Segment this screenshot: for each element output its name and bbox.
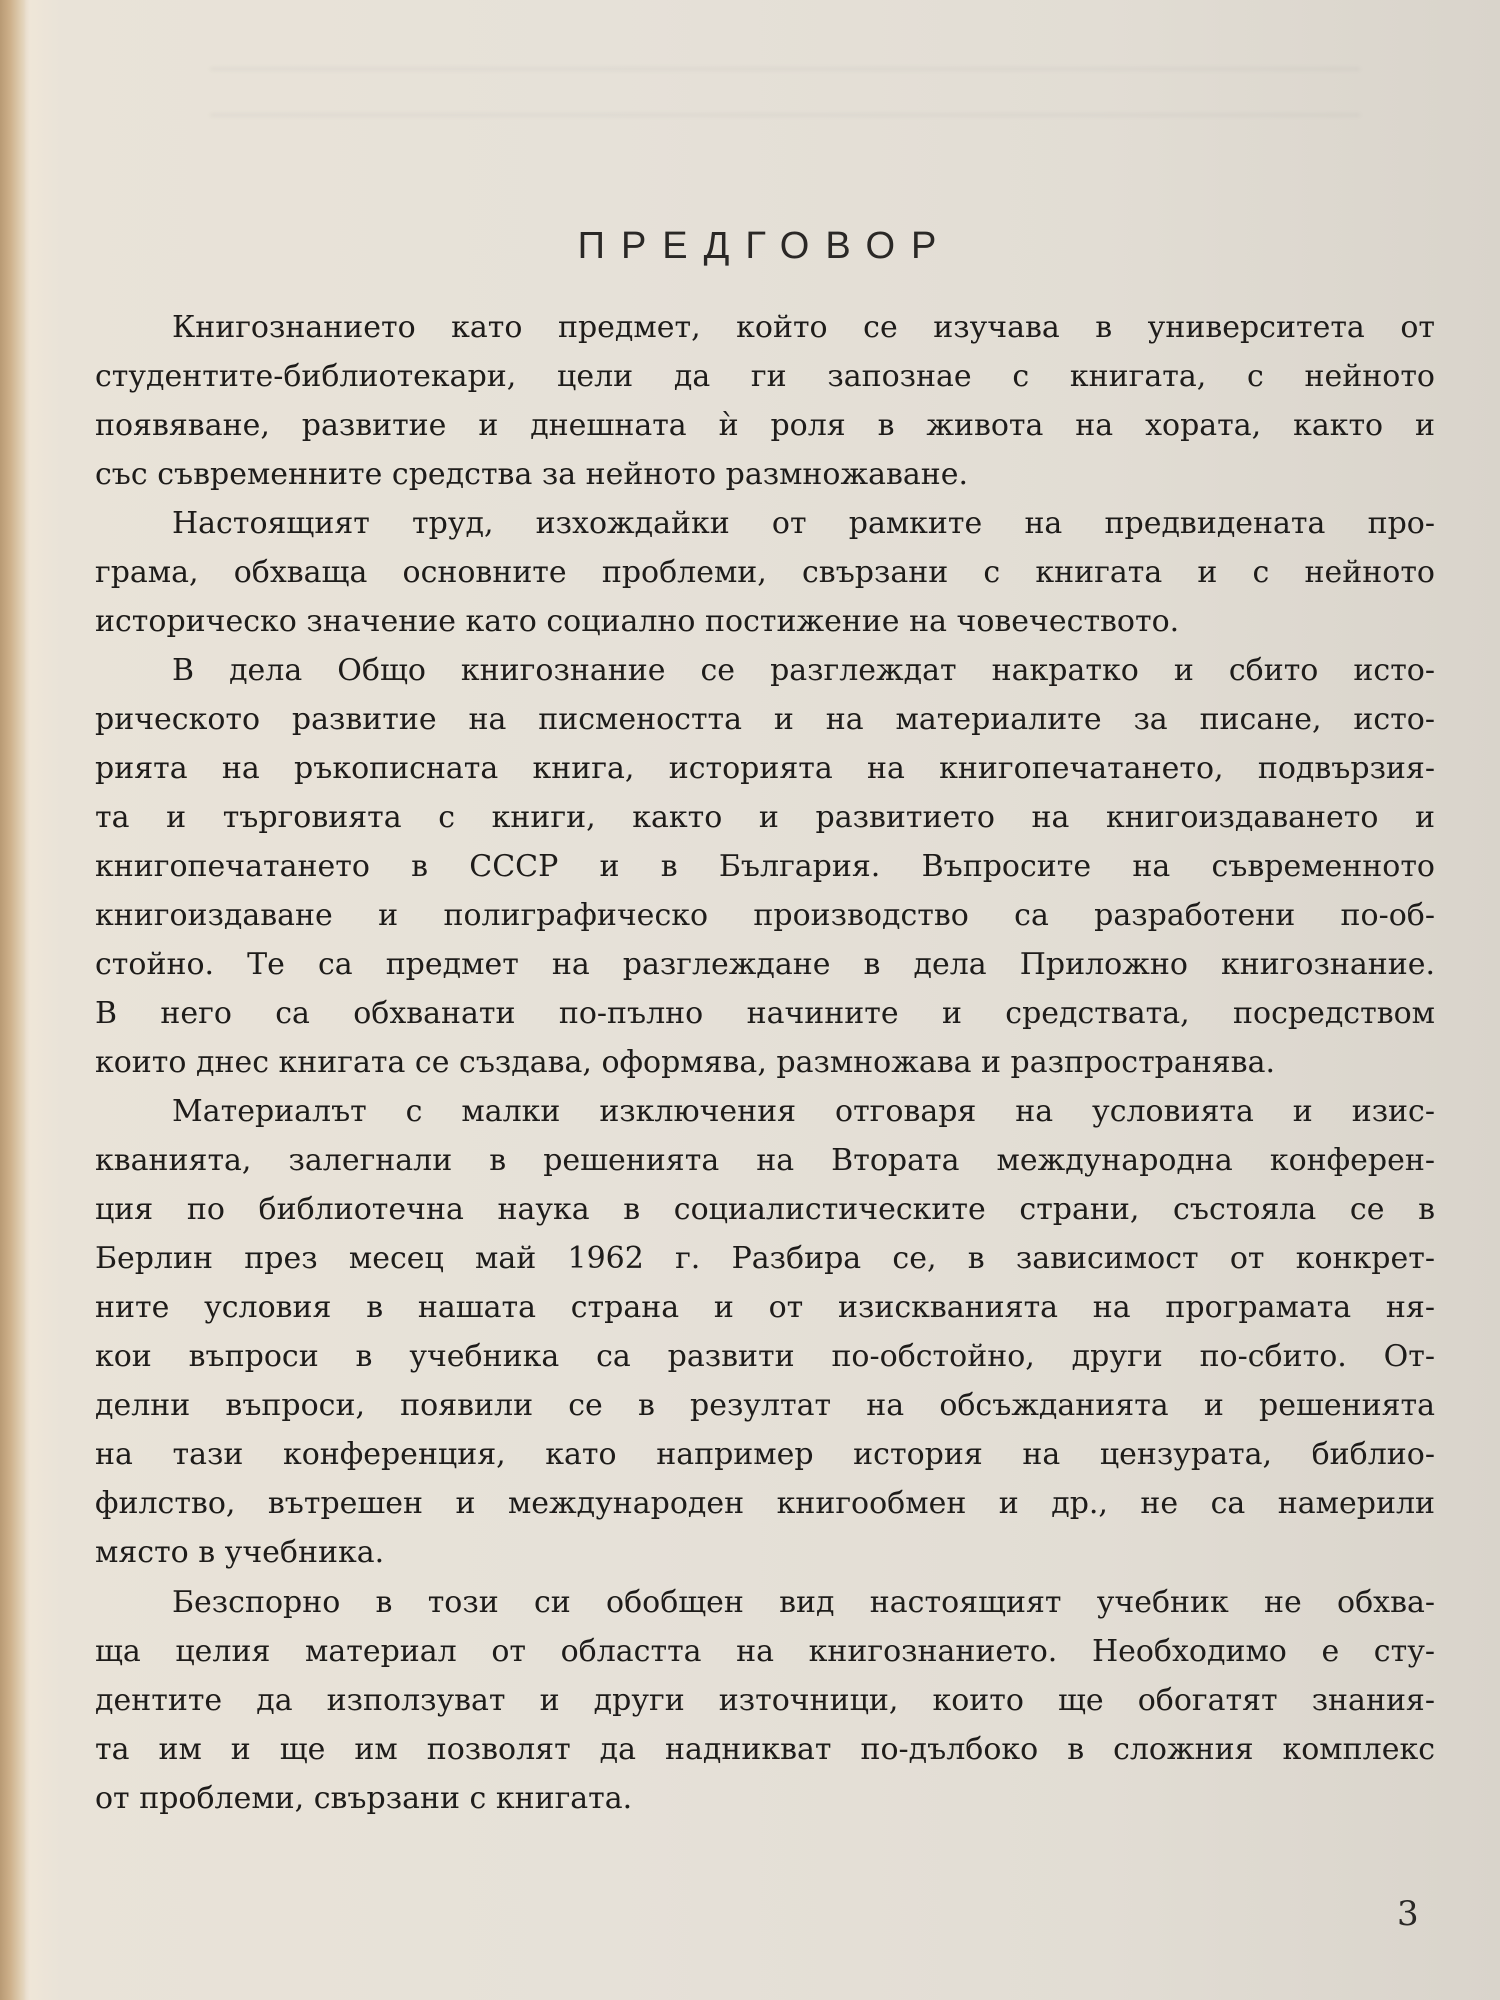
text-line: ция по библиотечна наука в социалистическите страни, състояла се в: [95, 1192, 1435, 1227]
text-line: филство, вътрешен и международен книгообмен и др., не са намерили: [95, 1486, 1435, 1521]
text-line: Настоящият труд, изхождайки от рамките на предвидената про-: [172, 506, 1435, 541]
text-line: книгопечатането в СССР и в България. Въпросите на съвременното: [95, 849, 1435, 884]
text-line: рията на ръкописната книга, историята на книгопечатането, подвързия-: [95, 751, 1435, 786]
text-line: В дела Общо книгознание се разглеждат накратко и сбито исто-: [172, 653, 1435, 688]
text-line: Безспорно в този си обобщен вид настоящият учебник не обхва-: [172, 1585, 1435, 1620]
text-line: които днес книгата се създава, оформява, размножава и разпространява.: [95, 1045, 1275, 1080]
text-line: Книгознанието като предмет, който се изучава в университета от: [172, 310, 1435, 345]
text-line: на тази конференция, като например история на цензурата, библио-: [95, 1437, 1435, 1472]
text-line: появяване, развитие и днешната ѝ роля в живота на хората, както и: [95, 408, 1435, 443]
text-line: от проблеми, свързани с книгата.: [95, 1781, 633, 1816]
text-line: ща целия материал от областта на книгознанието. Необходимо е сту-: [95, 1634, 1435, 1669]
text-line: стойно. Те са предмет на разглеждане в дела Приложно книгознание.: [95, 947, 1435, 982]
text-line: Берлин през месец май 1962 г. Разбира се, в зависимост от конкрет-: [95, 1241, 1435, 1276]
text-line: със съвременните средства за нейното размножаване.: [95, 457, 969, 492]
text-line: кванията, залегнали в решенията на Втората международна конферен-: [95, 1143, 1435, 1178]
text-line: та им и ще им позволят да надникват по-дълбоко в сложния комплекс: [95, 1732, 1435, 1767]
text-line: ните условия в нашата страна и от изискванията на програмата ня-: [95, 1290, 1435, 1325]
paragraph-2: [95, 499, 1435, 646]
text-line: грама, обхваща основните проблеми, свързани с книгата и с нейното: [95, 555, 1435, 590]
text-line: Материалът с малки изключения отговаря на условията и изис-: [172, 1094, 1435, 1129]
text-line: студентите-библиотекари, цели да ги запознае с книгата, с нейното: [95, 359, 1435, 394]
book-spine-shadow: [0, 0, 26, 2000]
paragraph-3: [95, 646, 1435, 1087]
page-title: ПРЕДГОВОР: [577, 225, 953, 267]
text-line: делни въпроси, появили се в резултат на обсъжданията и решенията: [95, 1388, 1435, 1423]
paragraph-4: [95, 1087, 1435, 1577]
show-through-text: [210, 40, 1360, 160]
paragraph-5: [95, 1578, 1435, 1823]
text-line: рическото развитие на писмеността и на материалите за писане, исто-: [95, 702, 1435, 737]
text-line: място в учебника.: [95, 1535, 385, 1570]
text-line: историческо значение като социално постижение на човечеството.: [95, 604, 1180, 639]
page-number: 3: [1397, 1894, 1419, 1934]
text-line: кои въпроси в учебника са развити по-обстойно, други по-сбито. От-: [95, 1339, 1435, 1374]
paragraph-1: [95, 303, 1435, 499]
text-line: В него са обхванати по-пълно начините и средствата, посредством: [95, 996, 1435, 1031]
text-line: та и търговията с книги, както и развитието на книгоиздаването и: [95, 800, 1435, 835]
text-line: книгоиздаване и полиграфическо производство са разработени по-об-: [95, 898, 1435, 933]
text-line: дентите да използуват и други източници, които ще обогатят знания-: [95, 1683, 1435, 1718]
